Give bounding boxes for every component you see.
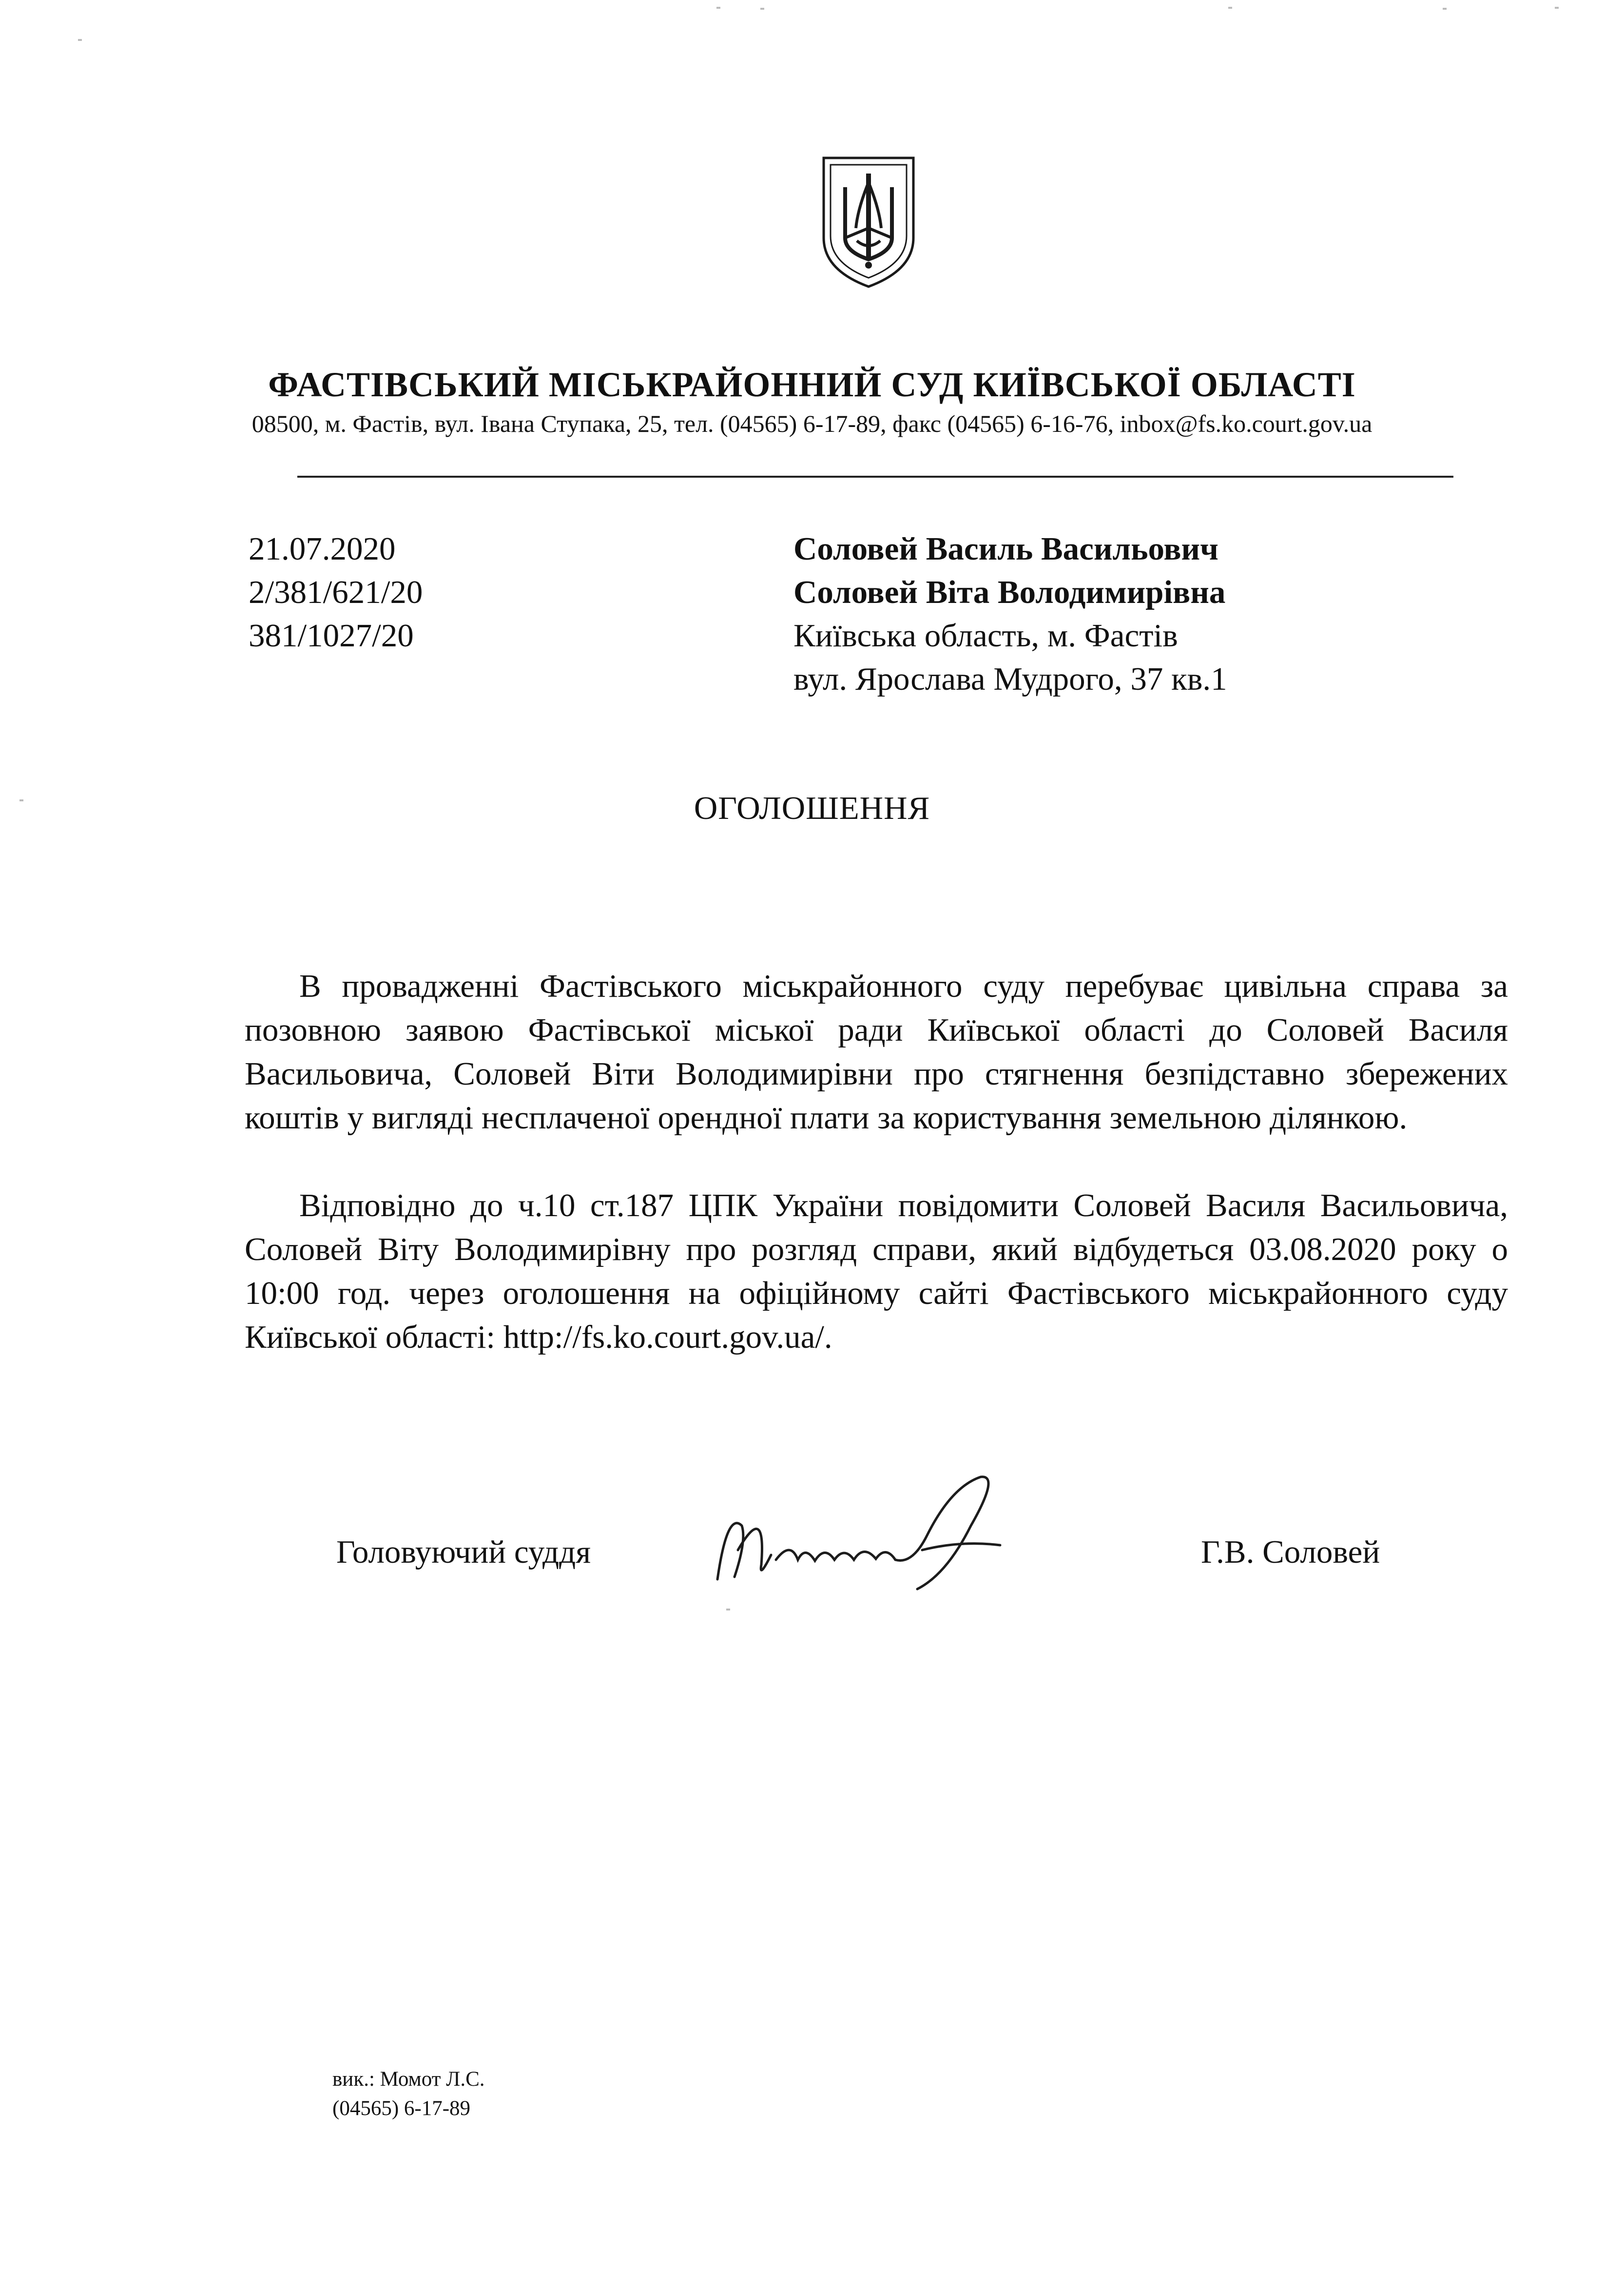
- paragraph-text: В провадженні Фастівського міськрайонного суду перебуває цивільна справа за позовною заявою Фастівської міської ради Київської області до Соловей Василя Васильовича, Соловей Віти Володимирівни про стягнення безпідставно збережених коштів у вигляді несплаченої орендної плати за користування земельною ділянкою.: [245, 968, 1508, 1136]
- addressee-name: Соловей Віта Володимирівна: [793, 574, 1226, 610]
- body-paragraph: [245, 1183, 1508, 1359]
- executor-name: вик.: Момот Л.С.: [332, 2068, 485, 2091]
- document-date: 21.07.2020: [249, 531, 396, 567]
- proceeding-number: 381/1027/20: [249, 618, 414, 654]
- addressee-name: Соловей Василь Васильович: [793, 531, 1218, 567]
- case-number: 2/381/621/20: [249, 574, 423, 610]
- court-contact-line: 08500, м. Фастів, вул. Івана Ступака, 25, тел. (04565) 6-17-89, факс (04565) 6-16-76, inbox@fs.ko.court.gov.ua: [251, 410, 1373, 437]
- addressee-address-line: Київська область, м. Фастів: [793, 618, 1178, 654]
- court-name-heading: ФАСТІВСЬКИЙ МІСЬКРАЙОННИЙ СУД КИЇВСЬКОЇ ОБЛАСТІ: [268, 365, 1356, 404]
- document-title: ОГОЛОШЕННЯ: [694, 790, 930, 826]
- judge-name: Г.В. Соловей: [1201, 1534, 1380, 1570]
- executor-phone: (04565) 6-17-89: [332, 2097, 471, 2120]
- body-paragraph: [245, 964, 1508, 1140]
- scan-speck: [19, 799, 23, 801]
- scan-speck: [1443, 8, 1447, 10]
- scan-speck: [1228, 7, 1232, 9]
- paragraph-text: Відповідно до ч.10 ст.187 ЦПК України повідомити Соловей Василя Васильовича, Соловей Віту Володимирівну про розгляд справи, який відбудеться 03.08.2020 року о 10:00 год. через оголошення на офіційному сайті Фастівського міськрайонного суду Київської області: http://fs.ko.court.gov.ua/.: [245, 1187, 1508, 1355]
- document-references: [249, 527, 423, 658]
- scan-speck: [760, 8, 764, 10]
- addressee-block: [793, 527, 1227, 701]
- signature-role: Головуючий суддя: [336, 1534, 591, 1570]
- scan-speck: [78, 39, 82, 41]
- executor-info: [332, 2065, 485, 2123]
- handwritten-signature: [708, 1467, 1020, 1594]
- scan-speck: [716, 7, 720, 9]
- tryzub-coat-of-arms-icon: [820, 155, 917, 290]
- scan-speck: [726, 1609, 730, 1610]
- scan-speck: [1555, 7, 1559, 9]
- header-divider: [297, 476, 1453, 478]
- addressee-address-line: вул. Ярослава Мудрого, 37 кв.1: [793, 661, 1227, 697]
